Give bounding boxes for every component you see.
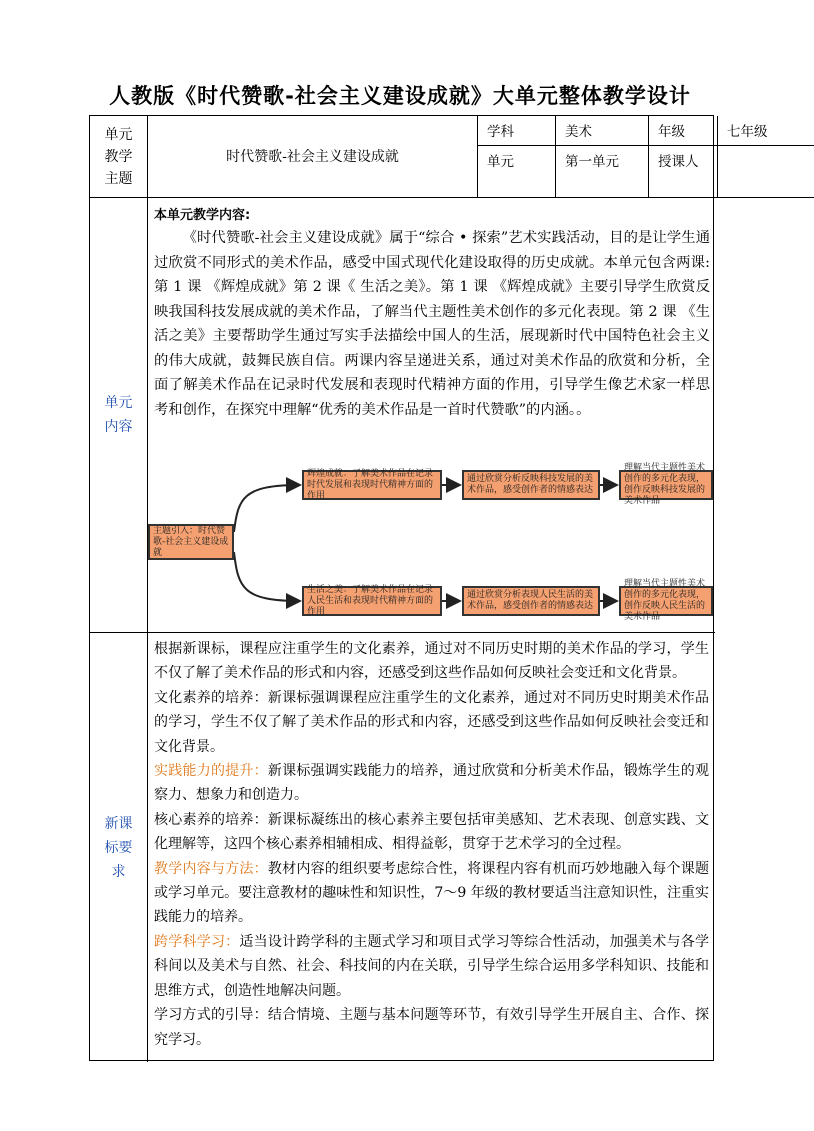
lesson-plan-table (89, 115, 768, 1061)
flow-bottom-box-2: 通过欣赏分析表现人民生活的美术作品，感受创作者的情感表达 (462, 586, 600, 616)
req-item: 教学内容与方法：教材内容的组织要考虑综合性，将课程内容有机而巧妙地融入每个课题或学习单元。要注意教材的趣味性和知识性，7～9 年级的教材要适当注意知识性，注重实践能力的培养。 (154, 860, 710, 926)
content-heading: 本单元教学内容: (154, 208, 251, 223)
grade-value: 七年级 (718, 116, 814, 146)
requirements-cell (148, 633, 715, 1062)
flow-bottom-box-1: 生活之美：了解美术作品在记录人民生活和表现时代精神方面的作用 (302, 586, 442, 616)
req-item: 核心素养的培养：新课标凝练出的核心素养主要包括审美感知、艺术表现、创意实践、文化理解等，这四个核心素养相辅相成、相得益彰，贯穿于艺术学习的全过程。 (154, 811, 709, 853)
teacher-value (718, 146, 814, 198)
req-item: 跨学科学习：适当设计跨学科的主题式学习和项目式学习等综合性活动，加强美术与各学科间以及美术与自然、社会、科技间的内在关联，引导学生综合运用多学科知识、技能和思维方式，创造性地解决问题。 (154, 933, 709, 999)
requirements-label: 新课 标要 求 (90, 633, 148, 1062)
branch-bottom-line (234, 552, 300, 601)
unit-content-label: 单元 内容 (90, 198, 148, 633)
req-item: 学习方式的引导：结合情境、主题与基本问题等环节，有效引导学生开展自主、合作、探究学习。 (154, 1007, 709, 1048)
req-item: 根据新课标，课程应注重学生的文化素养，通过对不同历史时期的美术作品的学习，学生不仅了解了美术作品的形式和内容，还感受到这些作品如何反映社会变迁和文化背景。 (154, 641, 709, 682)
req-item: 实践能力的提升：新课标强调实践能力的培养，通过欣赏和分析美术作品，锻炼学生的观察力、想象力和创造力。 (154, 763, 710, 804)
grade-label: 年级 (649, 116, 718, 146)
unit-content-cell (148, 198, 715, 633)
flow-top-box-3: 理解当代主题性美术创作的多元化表现，创作反映科技发展的美术作品 (619, 470, 713, 500)
subject-label: 学科 (478, 116, 556, 146)
teacher-label: 授课人 (649, 146, 718, 198)
flow-top-box-2: 通过欣赏分析反映科技发展的美术作品，感受创作者的情感表达 (462, 470, 600, 500)
branch-top-line (234, 485, 300, 532)
unit-theme-label: 单元 教学 主题 (90, 116, 148, 198)
flow-connectors (148, 198, 715, 633)
unit-value: 第一单元 (556, 146, 649, 198)
req-item: 文化素养的培养：新课标强调课程应注重学生的文化素养，通过对不同历史时期美术作品的学习，学生不仅了解了美术作品的形式和内容，还感受到这些作品如何反映社会变迁和文化背景。 (154, 689, 709, 755)
content-paragraph: 《时代赞歌-社会主义建设成就》属于“综合 • 探索”艺术实践活动，目的是让学生通过欣赏不同形式的美术作品，感受中国式现代化建设取得的历史成就。本单元包含两课:第 1 课 《辉煌成就》第 2 课《 生活之美》。第 1 课 《辉煌成就》主要引导学生欣赏反映我国科技发展成就的美术作品，了解当代主题性美术创作的多元化表现。第 2 课 《生活之美》主要帮助学生通过写实手法描绘中国人的生活，展现新时代中国特色社会主义的伟大成就，鼓舞民族自信。两课内容呈递进关系，通过对美术作品的欣赏和分析，全面了解美术作品在记录时代发展和表现时代精神方面的作用，引导学生像艺术家一样思考和创作，在探究中理解“优秀的美术作品是一首时代赞歌”的内涵。。 (154, 230, 710, 418)
flow-bottom-box-3: 理解当代主题性美术创作的多元化表现，创作反映人民生活的美术作品 (619, 586, 713, 616)
flow-root-box: 主题引入：时代赞歌-社会主义建设成就 (148, 524, 234, 560)
flow-top-box-1: 辉煌成就：了解美术作品在记录时代发展和表现时代精神方面的作用 (302, 470, 442, 500)
unit-label: 单元 (478, 146, 556, 198)
subject-value: 美术 (556, 116, 649, 146)
unit-theme-value: 时代赞歌-社会主义建设成就 (148, 116, 478, 198)
page-title: 人教版《时代赞歌-社会主义建设成就》大单元整体教学设计 (109, 84, 691, 108)
